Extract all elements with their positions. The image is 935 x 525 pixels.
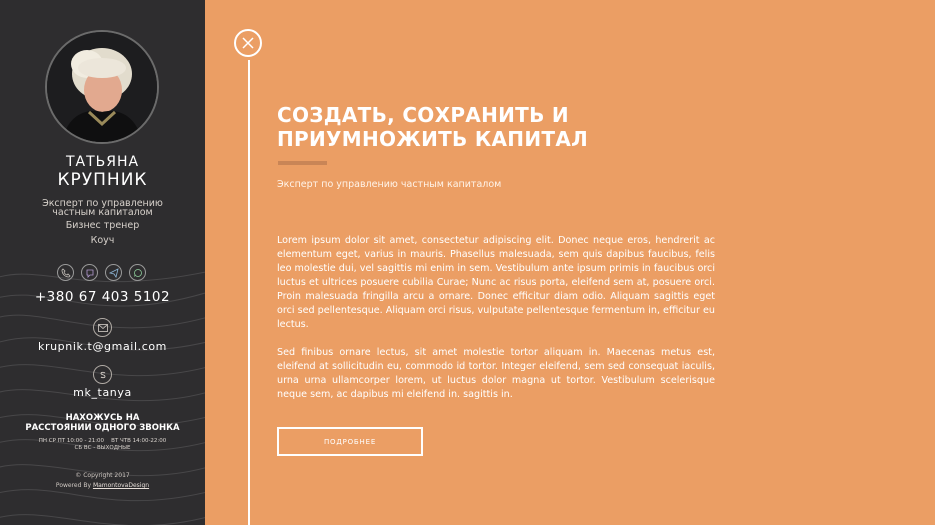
sidebar [0, 0, 205, 525]
copyright: © Copyright 2017 [75, 472, 130, 479]
avatar-photo [47, 32, 157, 142]
skype-handle[interactable]: mk_tanya [73, 386, 132, 399]
telegram-icon[interactable] [105, 264, 122, 281]
email-address[interactable]: krupnik.t@gmail.com [38, 340, 167, 353]
title-line: ПРИУМНОЖИТЬ КАПИТАЛ [277, 127, 589, 151]
viber-icon[interactable] [81, 264, 98, 281]
role-short: Коуч [90, 235, 115, 246]
subtitle: Эксперт по управлению частным капиталом [277, 179, 502, 190]
phone-number[interactable]: +380 67 403 5102 [34, 289, 171, 305]
powered-by-link[interactable]: MamontovaDesign [92, 482, 150, 489]
social-icons [57, 264, 146, 281]
role-coach: Бизнес тренер [65, 220, 140, 231]
whatsapp-icon[interactable] [129, 264, 146, 281]
avatar [45, 30, 159, 144]
page-title [277, 103, 697, 151]
powered-prefix: Powered By [55, 482, 92, 489]
reach-heading: НАХОЖУСЬ НА [65, 413, 140, 423]
hours-tue-thu: ВТ ЧТВ 14:00-22:00 [111, 438, 167, 444]
email-icon[interactable] [93, 318, 112, 337]
vertical-line [248, 60, 250, 525]
name-first: ТАТЬЯНА [65, 154, 140, 170]
description-line: частным капиталом [52, 207, 153, 218]
hours-weekdays: ПН СР ПТ 10:00 - 21:00 [38, 438, 105, 444]
close-icon[interactable] [234, 29, 262, 57]
hours-weekend: СБ ВС - ВЫХОДНЫЕ [74, 445, 131, 451]
description-line: Эксперт по управлению [42, 198, 163, 209]
phone-icon[interactable] [57, 264, 74, 281]
title-underline [278, 161, 327, 165]
powered-by [0, 481, 205, 491]
reach-heading: РАССТОЯНИИ ОДНОГО ЗВОНКА [25, 423, 180, 433]
paragraph: Sed finibus ornare lectus, sit amet molestie tortor aliquam in. Maecenas metus est, eleifend at sollicitudin eu, commodo id tortor. Integer eleifend, sem sed consequat iaculis, urna urna ullamcorper lorem, ut luctus dolor magna ut tortor. Vestibulum scelerisque neque sem, ac dapibus mi eleifend in. sagittis in. [277, 347, 715, 400]
paragraph: Lorem ipsum dolor sit amet, consectetur adipiscing elit. Donec neque eros, hendrerit ac elementum eget, varius in mauris. Phasellus malesuada, sem quis dapibus faucibus, felis leo molestie dui, vel sagittis mi enim in sem. Vestibulum ante ipsum primis in faucibus orci luctus et ultrices posuere cubilia Curae; Nunc ac risus porta, eleifend sem at, posuere orci. Proin malesuada fringilla arcu a ornare. Donec efficitur diam odio. Aliquam sagittis eget orci sed pellentesque. Aliquam orci risus, vulputate pellentesque fermentum in, efficitur eu lectus. [277, 235, 715, 330]
skype-icon[interactable] [93, 365, 112, 384]
more-button[interactable]: ПОДРОБНЕЕ [277, 427, 423, 456]
name-last: КРУПНИК [57, 170, 148, 190]
main-panel [205, 0, 935, 525]
title-line: СОЗДАТЬ, СОХРАНИТЬ И [277, 103, 569, 127]
